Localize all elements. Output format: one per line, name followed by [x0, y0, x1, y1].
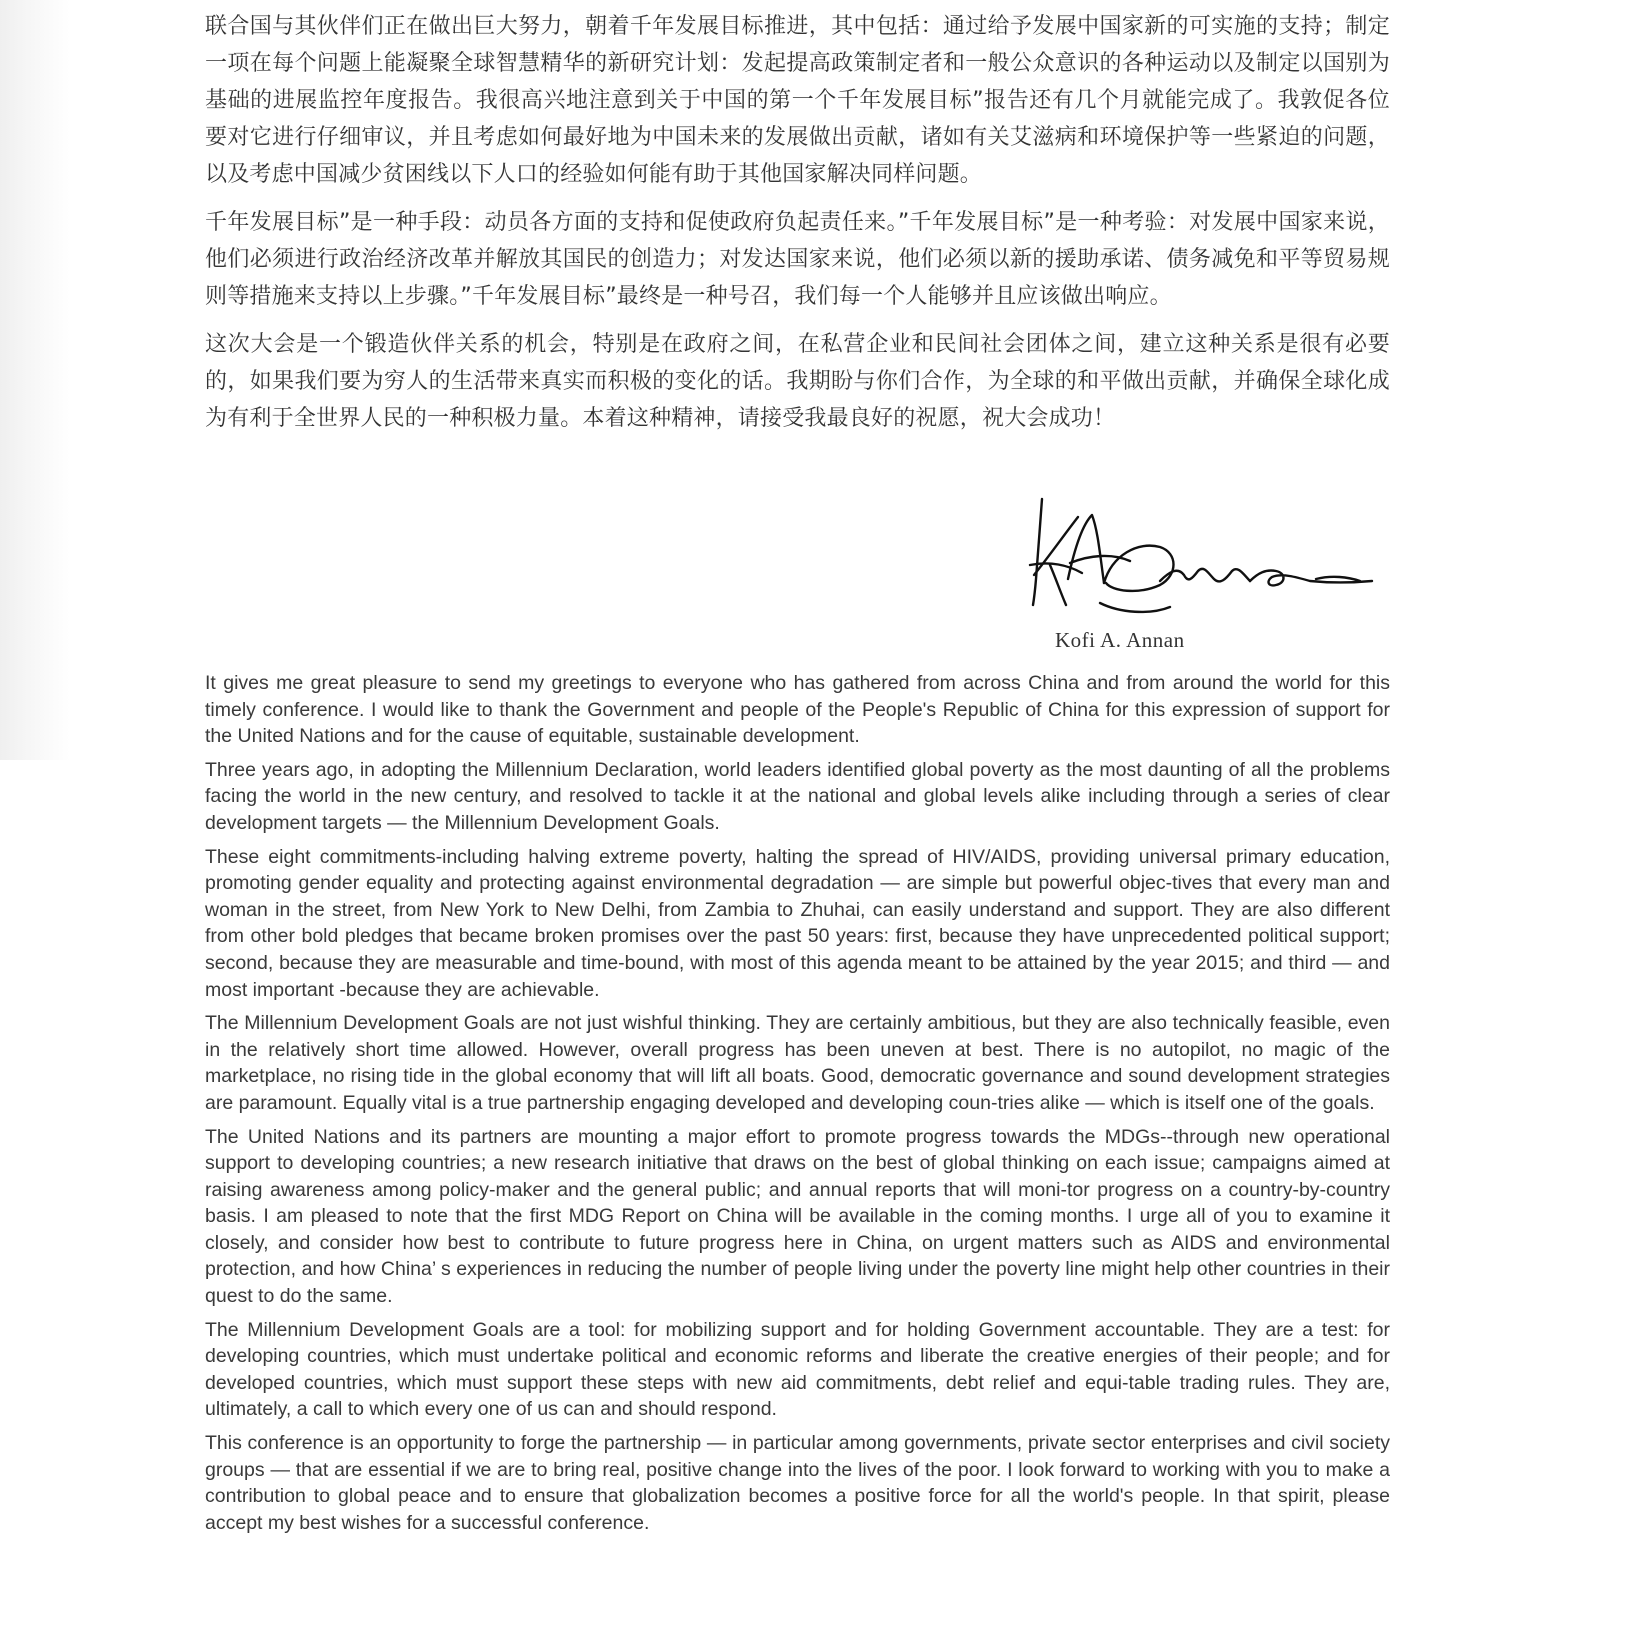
english-paragraph: The Millennium Development Goals are not just wishful thinking. They are certainly ambitious, but they are also technically feasible, even in the relatively short time allowed. However, overall progress has been uneven at best. There is no autopilot, no magic of the marketplace, no rising tide in the global economy that will lift all boats. Good, democratic governance and sound development strategies are paramount. Equally vital is a true partnership engaging developed and developing coun-tries alike — which is itself one of the goals.: [205, 1012, 1390, 1114]
english-paragraph: The United Nations and its partners are mounting a major effort to promote progress towards the MDGs--through new operational support to developing countries; a new research initiative that draws on the best of global thinking on each issue; campaigns aimed at raising awareness among policy-maker and the general public; and annual reports that will moni-tor progress on a country-by-country basis. I am pleased to note that the first MDG Report on China will be available in the coming months. I urge all of you to examine it closely, and consider how best to contribute to future progress here in China, on urgent matters such as AIDS and environmental protection, and how China’ s experiences in reducing the number of people living under the poverty line might help other countries in their quest to do the same.: [205, 1125, 1390, 1308]
english-text-section: [205, 670, 1390, 1543]
english-paragraph: This conference is an opportunity to forge the partnership — in particular among governments, private sector enterprises and civil society groups — that are essential if we are to bring real, positive change into the lives of the poor. I look forward to working with you to make a contribution to global peace and to ensure that globalization becomes a positive force for all the world's people. In that spirit, please accept my best wishes for a successful conference.: [205, 1432, 1390, 1534]
page-edge-shadow: [0, 0, 70, 760]
english-paragraph: The Millennium Development Goals are a tool: for mobilizing support and for holding Government accountable. They are a test: for developing countries, which must undertake political and economic reforms and liberate the creative energies of their people; and for developed countries, which must support these steps with new aid commitments, debt relief and equi-table trading rules. They are, ultimately, a call to which every one of us can and should respond.: [205, 1318, 1390, 1421]
signature-graphic: [1020, 495, 1390, 635]
signature-name: Kofi A. Annan: [1055, 628, 1185, 652]
chinese-text-section: [205, 8, 1390, 448]
chinese-paragraph: 千年发展目标”是一种手段：动员各方面的支持和促使政府负起责任来。”千年发展目标”是一种考验：对发展中国家来说，他们必须进行政治经济改革并解放其国民的创造力；对发达国家来说，他们必须以新的援助承诺、债务减免和平等贸易规则等措施来支持以上步骤。”千年发展目标”最终是一种号召，我们每一个人能够并且应该做出响应。: [205, 210, 1390, 309]
chinese-paragraph: 联合国与其伙伴们正在做出巨大努力，朝着千年发展目标推进，其中包括：通过给予发展中国家新的可实施的支持；制定一项在每个问题上能凝聚全球智慧精华的新研究计划：发起提高政策制定者和一般公众意识的各种运动以及制定以国别为基础的进展监控年度报告。我很高兴地注意到关于中国的第一个千年发展目标”报告还有几个月就能完成了。我敦促各位要对它进行仔细审议，并且考虑如何最好地为中国未来的发展做出贡献，诸如有关艾滋病和环境保护等一些紧迫的问题，以及考虑中国减少贫困线以下人口的经验如何能有助于其他国家解决同样问题。: [205, 14, 1390, 187]
english-paragraph: These eight commitments-including halving extreme poverty, halting the spread of HIV/AIDS, providing universal primary education, promoting gender equality and protecting against environmental degradation — are simple but powerful objec-tives that every man and woman in the street, from New York to New Delhi, from Zambia to Zhuhai, can easily understand and support. They are also different from other bold pledges that became broken promises over the past 50 years: first, because they have unprecedented political support; second, because they are measurable and time-bound, with most of this agenda meant to be attained by the year 2015; and third — and most important -because they are achievable.: [205, 845, 1390, 1001]
chinese-paragraph: 这次大会是一个锻造伙伴关系的机会，特别是在政府之间，在私营企业和民间社会团体之间，建立这种关系是很有必要的，如果我们要为穷人的生活带来真实而积极的变化的话。我期盼与你们合作，为全球的和平做出贡献，并确保全球化成为有利于全世界人民的一种积极力量。本着这种精神，请接受我最良好的祝愿，祝大会成功！: [205, 332, 1390, 431]
english-paragraph: It gives me great pleasure to send my greetings to everyone who has gathered from across China and from around the world for this timely conference. I would like to thank the Government and people of the People's Republic of China for this expression of support for the United Nations and for the cause of equitable, sustainable development.: [205, 672, 1390, 748]
handwritten-signature: [1020, 495, 1390, 640]
english-paragraph: Three years ago, in adopting the Millennium Declaration, world leaders identified global poverty as the most daunting of all the problems facing the world in the new century, and resolved to tackle it at the national and global levels alike including through a series of clear development targets — the Millennium Development Goals.: [205, 758, 1390, 834]
